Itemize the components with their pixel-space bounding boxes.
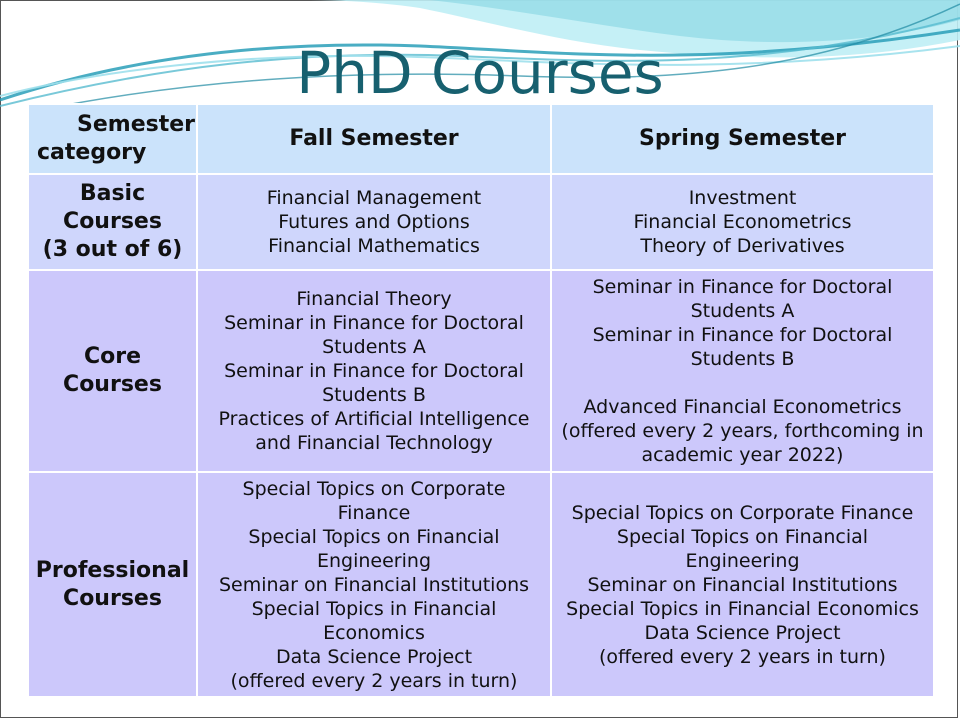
course-line: (offered every 2 years, forthcoming in <box>561 420 924 442</box>
spring-professional-cell <box>551 472 934 697</box>
category-cell-core <box>28 270 197 472</box>
course-line: Special Topics on Financial <box>248 525 500 548</box>
course-line: (offered every 2 years in turn) <box>230 669 518 692</box>
corner-category-label: category <box>37 140 147 165</box>
course-line: Engineering <box>317 549 431 572</box>
core-courses-row <box>28 270 934 472</box>
course-line: Data Science Project <box>644 621 841 644</box>
course-line: Special Topics in Financial <box>251 597 497 620</box>
course-table <box>27 103 935 698</box>
course-line: Data Science Project <box>275 645 473 668</box>
blank-line <box>558 371 927 395</box>
professional-courses-row <box>28 472 934 697</box>
category-line: (3 out of 6) <box>42 237 183 262</box>
course-line: Seminar in Finance for Doctoral <box>592 276 893 298</box>
category-line: Core <box>83 344 142 369</box>
course-line: Finance <box>337 501 411 524</box>
course-line: Economics <box>323 621 425 644</box>
course-line: Special Topics on Corporate Finance <box>571 501 914 524</box>
course-line: Seminar on Financial Institutions <box>587 573 898 596</box>
category-cell-professional <box>28 472 197 697</box>
corner-header-cell <box>28 104 197 174</box>
course-line: Special Topics in Financial Economics <box>566 597 919 620</box>
course-line: (offered every 2 years in turn) <box>599 645 886 668</box>
header-row <box>28 104 934 174</box>
course-line: Special Topics on Corporate <box>242 477 506 500</box>
course-line: Seminar on Financial Institutions <box>218 573 530 596</box>
category-line: Professional <box>35 557 190 583</box>
course-line: Financial Mathematics <box>268 235 480 257</box>
corner-semester-label: Semester <box>77 112 195 137</box>
spring-basic-cell <box>551 174 934 270</box>
course-line: Students B <box>322 384 426 406</box>
spring-core-cell <box>551 270 934 472</box>
course-line: Seminar in Finance for Doctoral <box>224 312 524 334</box>
fall-semester-header: Fall Semester <box>197 104 551 174</box>
fall-core-cell <box>197 270 551 472</box>
course-line: Theory of Derivatives <box>640 235 845 257</box>
course-line: Seminar in Finance for Doctoral <box>592 324 893 346</box>
course-line: Seminar in Finance for Doctoral <box>224 360 524 382</box>
fall-basic-cell <box>197 174 551 270</box>
course-line: Financial Econometrics <box>633 211 852 233</box>
course-line: Engineering <box>685 549 800 572</box>
basic-courses-row <box>28 174 934 270</box>
fall-professional-cell <box>197 472 551 697</box>
course-line: Advanced Financial Econometrics <box>583 396 902 418</box>
course-line: Students B <box>690 348 795 370</box>
category-line: Basic <box>79 181 146 206</box>
course-line: Practices of Artificial Intelligence <box>218 408 530 430</box>
page-title: PhD Courses <box>296 39 664 107</box>
category-line: Courses <box>63 585 162 611</box>
course-line: Futures and Options <box>278 211 470 233</box>
category-cell-basic <box>28 174 197 270</box>
course-line: Financial Management <box>266 187 482 209</box>
course-line: Financial Theory <box>296 288 452 310</box>
course-line: Students A <box>690 300 795 322</box>
category-line: Courses <box>63 209 162 234</box>
course-line: and Financial Technology <box>255 432 493 454</box>
course-line: academic year 2022) <box>641 444 844 466</box>
course-line: Students A <box>322 336 426 358</box>
spring-semester-header: Spring Semester <box>551 104 934 174</box>
course-line: Investment <box>688 187 797 209</box>
category-line: Courses <box>63 372 162 397</box>
course-line: Special Topics on Financial <box>616 525 869 548</box>
